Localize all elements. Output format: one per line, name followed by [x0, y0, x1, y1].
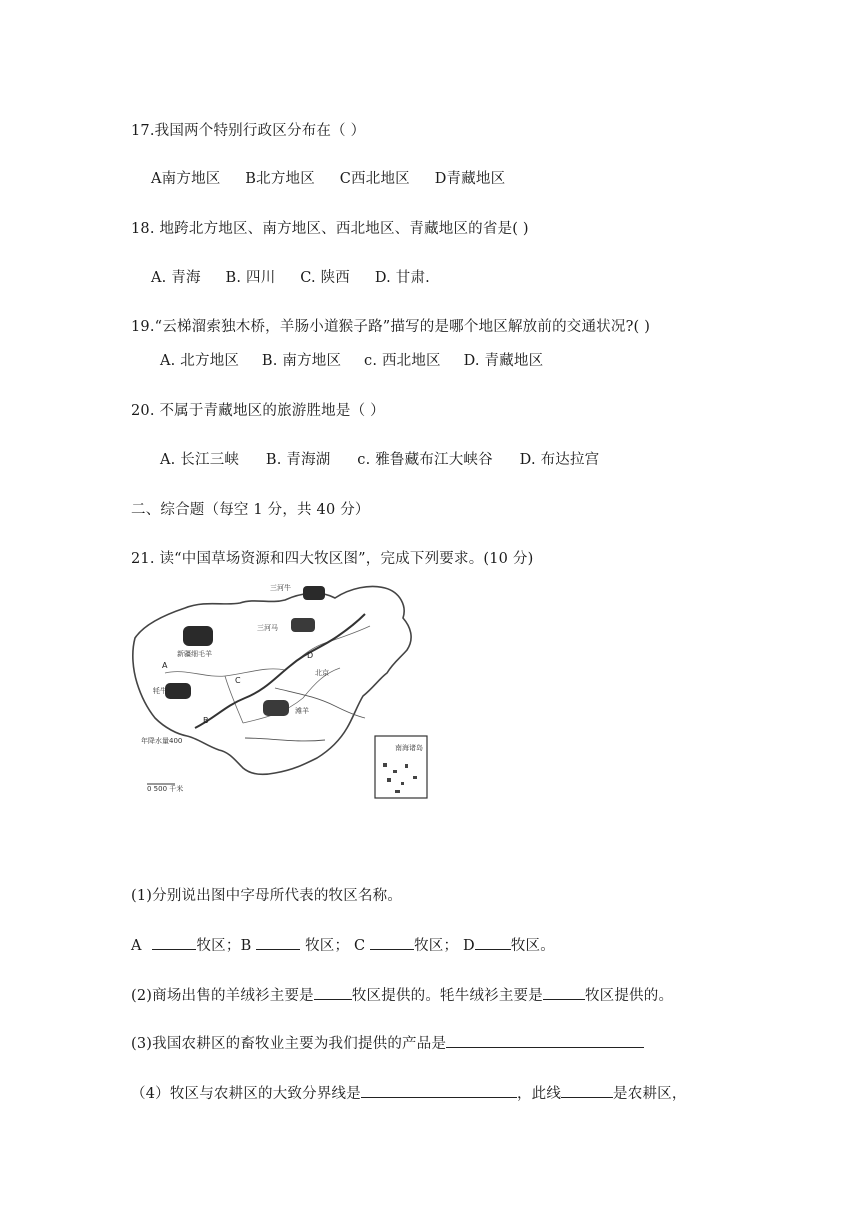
region-letter-a: A: [162, 661, 168, 670]
label-tan-sheep: 滩羊: [295, 707, 309, 715]
answer-c-label: 牧区； C: [300, 938, 366, 954]
label-beijing: 北京: [315, 669, 329, 677]
q18-option-b: B. 四川: [225, 270, 276, 286]
blank-yak-wool[interactable]: [543, 985, 585, 1000]
q18-option-c: C. 陕西: [300, 270, 350, 286]
label-sanhe-horse: 三河马: [257, 624, 278, 632]
blank-boundary[interactable]: [361, 1083, 517, 1098]
q21-sub1-answer-line: [131, 934, 555, 955]
label-yak: 牦牛: [153, 687, 167, 695]
q21-sub1: (1)分别说出图中字母所代表的牧区名称。: [131, 888, 403, 904]
blank-c[interactable]: [370, 935, 414, 950]
q17-option-c: C西北地区: [339, 171, 410, 187]
blank-cashmere[interactable]: [314, 985, 352, 1000]
sub2-part2: 牧区提供的。牦牛绒衫主要是: [351, 988, 543, 1004]
label-sanhe-cattle: 三河牛: [270, 584, 291, 592]
blank-farm-products[interactable]: [446, 1033, 644, 1048]
question-20-options: [160, 448, 599, 469]
q21-sub3: [131, 1032, 644, 1053]
label-xinjiang-sheep: 新疆细毛羊: [177, 650, 212, 658]
q19-option-c: c. 西北地区: [364, 353, 441, 369]
china-map-svg: [125, 578, 435, 806]
q20-option-c: c. 雅鲁藏布江大峡谷: [357, 452, 493, 468]
q21-sub2: [131, 984, 673, 1005]
blank-a[interactable]: [152, 935, 196, 950]
sub4-part3: 是农耕区，: [613, 1086, 687, 1102]
question-18-stem: 18. 地跨北方地区、南方地区、西北地区、青藏地区的省是( ): [131, 221, 529, 237]
sub3-text: (3)我国农耕区的畜牧业主要为我们提供的产品是: [131, 1036, 447, 1052]
q19-option-d: D. 青藏地区: [463, 353, 544, 369]
q19-option-b: B. 南方地区: [261, 353, 342, 369]
sub4-part2: ，此线: [516, 1086, 562, 1102]
pasture-map: [125, 578, 435, 806]
blank-d[interactable]: [475, 935, 511, 950]
q20-option-a: A. 长江三峡: [160, 452, 240, 468]
region-letter-b: B: [203, 716, 209, 725]
blank-b[interactable]: [256, 935, 300, 950]
q19-option-a: A. 北方地区: [160, 353, 240, 369]
sub4-part1: （4）牧区与农耕区的大致分界线是: [131, 1086, 361, 1102]
inset-islands: [383, 763, 417, 793]
sub2-part1: (2)商场出售的羊绒衫主要是: [131, 988, 314, 1004]
q20-option-d: D. 布达拉宫: [519, 452, 600, 468]
q20-option-b: B. 青海湖: [265, 452, 331, 468]
question-17-stem: 17.我国两个特别行政区分布在（ ）: [131, 123, 366, 139]
q18-option-a: A. 青海: [151, 270, 201, 286]
question-21-stem: 21. 读“中国草场资源和四大牧区图”，完成下列要求。(10 分): [131, 551, 534, 567]
question-20-stem: 20. 不属于青藏地区的旅游胜地是（ ）: [131, 403, 385, 419]
inset-title: 南海诸岛: [395, 744, 423, 752]
answer-end: 牧区。: [510, 938, 555, 954]
region-letter-c: C: [235, 676, 241, 685]
region-letter-d: D: [307, 651, 314, 660]
question-17-options: [151, 167, 505, 188]
section-2-title: 二、综合题（每空 1 分，共 40 分）: [131, 502, 370, 518]
label-isoline: 年降水量400: [141, 737, 183, 745]
q17-option-b: B北方地区: [245, 171, 315, 187]
label-scale: 0 500 千米: [147, 785, 184, 793]
q21-sub4: [131, 1082, 687, 1103]
q17-option-a: A南方地区: [151, 171, 221, 187]
question-18-options: [151, 266, 430, 287]
sub2-part3: 牧区提供的。: [584, 988, 674, 1004]
q18-option-d: D. 甘肃.: [374, 270, 430, 286]
question-19-stem: 19.“云梯溜索独木桥，羊肠小道猴子路”描写的是哪个地区解放前的交通状况?( ): [131, 319, 651, 335]
q17-option-d: D青藏地区: [434, 171, 506, 187]
question-19-options: [160, 349, 543, 370]
blank-direction[interactable]: [561, 1083, 613, 1098]
answer-a-label: A: [131, 938, 142, 954]
answer-d-label: 牧区； D: [414, 938, 475, 954]
answer-b-label: 牧区；B: [196, 938, 252, 954]
